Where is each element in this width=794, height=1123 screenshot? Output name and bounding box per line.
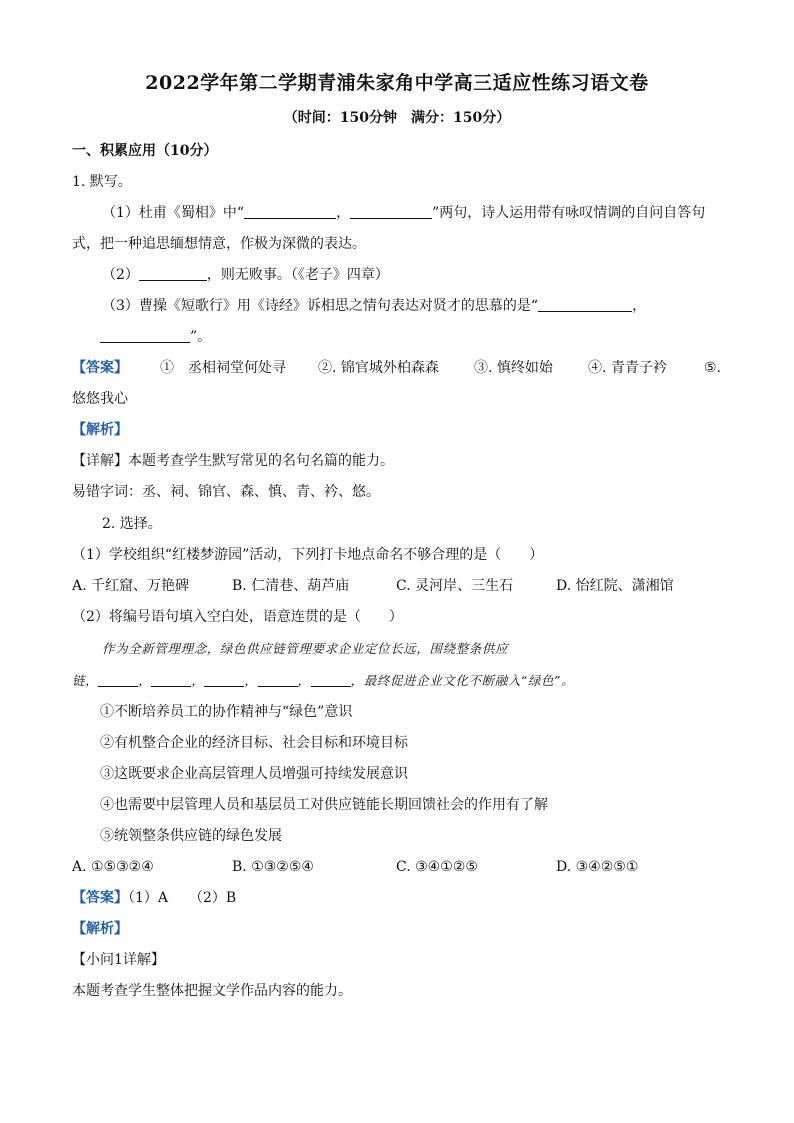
analysis-tag bbox=[72, 919, 128, 939]
answer-row-2 bbox=[72, 888, 236, 908]
text-fragment: ”。 bbox=[190, 329, 212, 345]
option-a: A. ①⑤③②④ bbox=[72, 859, 154, 875]
analysis-label: 【解析】 bbox=[72, 422, 128, 438]
answer-blank bbox=[244, 204, 336, 219]
detail-tag: 【详解】 bbox=[72, 453, 128, 469]
error-words: 易错字词：丞、祠、锦官、森、慎、青、衿、悠。 bbox=[72, 484, 380, 500]
text-fragment: ”两句，诗人运用带有咏叹情调的自问自答句 bbox=[432, 205, 706, 221]
sub-question-detail-text: 本题考查学生整体把握文学作品内容的能力。 bbox=[72, 983, 352, 999]
question-1-part-3 bbox=[102, 296, 646, 316]
passage-blank bbox=[98, 672, 138, 687]
text-fragment: ， bbox=[632, 298, 647, 314]
passage-blank bbox=[258, 672, 298, 687]
question-2-stem: 2. 选择。 bbox=[102, 516, 162, 532]
answer-blank bbox=[350, 204, 432, 219]
answer-row-1 bbox=[72, 358, 128, 378]
answer-item: ⑤. bbox=[704, 360, 722, 376]
detail-line bbox=[72, 451, 394, 471]
list-item: ⑤统领整条供应链的绿色发展 bbox=[100, 828, 282, 844]
question-1-part-1 bbox=[102, 203, 705, 223]
option-b: B. ①③②⑤④ bbox=[232, 859, 314, 875]
answer-tag: 【答案】 bbox=[72, 890, 128, 906]
option-b: B. 仁清巷、葫芦庙 bbox=[232, 578, 350, 594]
question-2-sub-2: （2）将编号语句填入空白处，语意连贯的是（ ） bbox=[72, 609, 403, 625]
page-subtitle: （时间：150分钟 满分：150分） bbox=[283, 110, 511, 126]
text-fragment: （3）曹操《短歌行》用《诗经》诉相思之情句表达对贤才的思慕的是“ bbox=[102, 298, 539, 314]
answer-text: （1）A （2）B bbox=[128, 890, 237, 906]
question-1-stem: 1. 默写。 bbox=[72, 174, 132, 190]
section-heading: 一、积累应用（10分） bbox=[72, 143, 218, 159]
answer-blank bbox=[538, 297, 632, 312]
text-fragment: ，最终促进企业文化不断融入“绿色”。 bbox=[350, 673, 575, 688]
list-item: ④也需要中层管理人员和基层员工对供应链能长期回馈社会的作用有了解 bbox=[100, 797, 548, 813]
text-fragment: （2） bbox=[102, 267, 139, 283]
option-a: A. 千红窟、万艳碑 bbox=[72, 578, 190, 594]
question-1-part-1-cont: 式，把一种追思缅想情意，作极为深微的表达。 bbox=[72, 236, 366, 252]
separator: ， bbox=[191, 673, 205, 688]
question-2-sub-1: （1）学校组织“红楼梦游园”活动，下列打卡地点命名不够合理的是（ ） bbox=[72, 547, 544, 563]
page-title: 2022学年第二学期青浦朱家角中学高三适应性练习语文卷 bbox=[145, 72, 649, 94]
option-d: D. 怡红院、潇湘馆 bbox=[556, 578, 674, 594]
option-c: C. 灵河岸、三生石 bbox=[396, 578, 514, 594]
list-item: ②有机整合企业的经济目标、社会目标和环境目标 bbox=[100, 735, 408, 751]
list-item: ③这既要求企业高层管理人员增强可持续发展意识 bbox=[100, 766, 408, 782]
passage-blank bbox=[311, 672, 351, 687]
answer-continuation: 悠悠我心 bbox=[72, 391, 128, 407]
list-item: ①不断培养员工的协作精神与“绿色”意识 bbox=[100, 704, 353, 720]
answer-item: ③. 慎终如始 bbox=[474, 360, 553, 376]
answer-item: ① 丞相祠堂何处寻 bbox=[160, 360, 286, 376]
option-d: D. ③④②⑤① bbox=[556, 859, 639, 875]
separator: ， bbox=[138, 673, 152, 688]
text-fragment: 链， bbox=[72, 673, 99, 688]
question-1-part-2 bbox=[102, 265, 389, 285]
text-fragment: （1）杜甫《蜀相》中“ bbox=[102, 205, 245, 221]
text-fragment: ， bbox=[336, 205, 351, 221]
analysis-tag bbox=[72, 420, 128, 440]
analysis-label: 【解析】 bbox=[72, 921, 128, 937]
passage-blank bbox=[204, 672, 244, 687]
passage-line-1: 作为全新管理理念，绿色供应链管理要求企业定位长远，围绕整条供应 bbox=[102, 641, 509, 656]
answer-blank bbox=[100, 328, 190, 343]
detail-text: 本题考查学生默写常见的名句名篇的能力。 bbox=[128, 453, 394, 469]
text-fragment: ，则无败事。（《老子》四章） bbox=[206, 267, 389, 283]
answer-item: ②. 锦官城外柏森森 bbox=[318, 360, 439, 376]
separator: ， bbox=[244, 673, 258, 688]
option-c: C. ③④①②⑤ bbox=[396, 859, 478, 875]
answer-item: ④. 青青子衿 bbox=[588, 360, 667, 376]
separator: ， bbox=[297, 673, 311, 688]
question-1-part-3-cont bbox=[100, 327, 211, 347]
passage-line-2 bbox=[72, 671, 574, 691]
answer-tag: 【答案】 bbox=[72, 360, 128, 376]
passage-blank bbox=[151, 672, 191, 687]
sub-question-detail-tag: 【小问1详解】 bbox=[72, 952, 165, 968]
answer-blank bbox=[139, 266, 207, 281]
